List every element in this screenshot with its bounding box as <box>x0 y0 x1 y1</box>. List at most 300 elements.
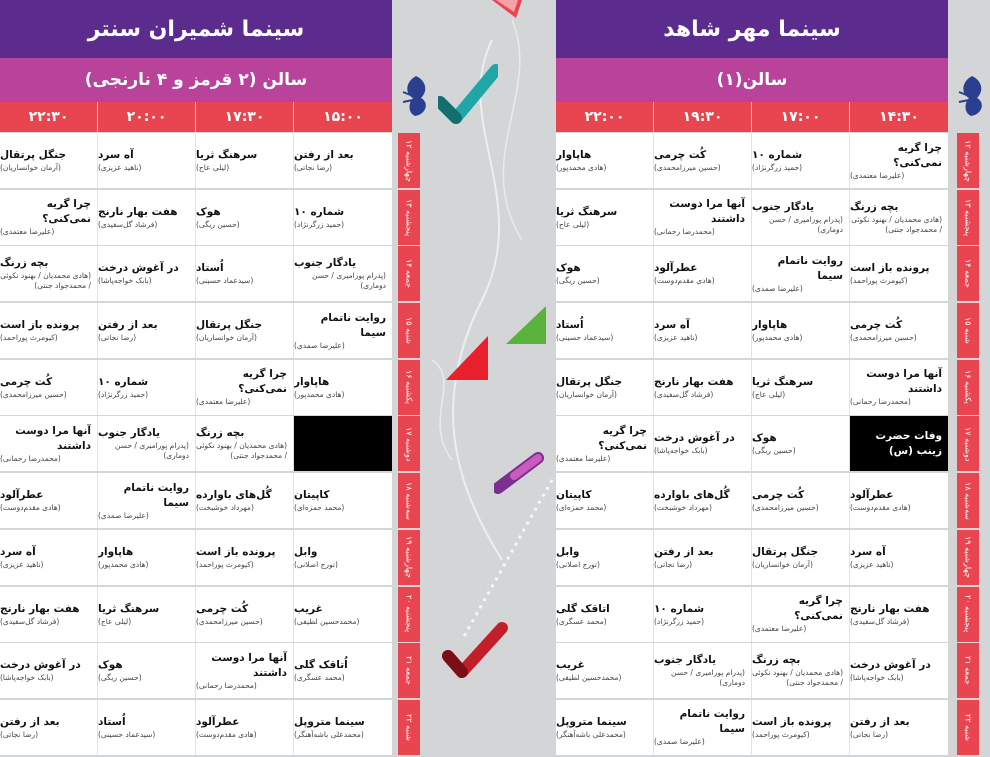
date-cell <box>957 246 979 301</box>
film-title: کُت چرمی <box>850 319 903 332</box>
film-director: (هادی مقدم‌دوست) <box>654 276 715 286</box>
screening-cell <box>98 473 196 528</box>
film-director: (فرشاد گل‌سفیدی) <box>850 616 910 626</box>
screening-cell <box>752 303 850 358</box>
date-cell <box>957 133 979 188</box>
film-director: (محمدعلی باشه‌آهنگر) <box>556 729 626 739</box>
table-row <box>0 530 392 585</box>
film-title: پرونده باز است <box>752 715 832 728</box>
table-row <box>0 303 392 358</box>
film-director: (هادی محمدپور) <box>294 389 345 399</box>
film-title: شماره ۱۰ <box>98 375 149 388</box>
film-director: (کیومرث پوراحمد) <box>0 333 58 343</box>
date-cell <box>398 700 420 755</box>
film-title: در آغوش درخت <box>0 659 81 672</box>
date-label: پنجشنبه ۲۰ <box>404 595 414 633</box>
screening-cell <box>752 360 850 415</box>
screening-cell <box>294 700 392 755</box>
film-director: (علیرضا صمدی) <box>654 737 705 747</box>
screening-cell <box>0 700 98 755</box>
film-title: کُت چرمی <box>196 602 249 615</box>
date-label: یکشنبه ۱۶ <box>404 370 414 405</box>
showtime-header: ۲۲:۳۰ <box>0 102 98 132</box>
screening-cell <box>98 360 196 415</box>
film-title: هفت بهار نارنج <box>850 602 930 615</box>
table-row <box>0 473 392 528</box>
film-director: (کیومرث پوراحمد) <box>752 729 810 739</box>
screening-cell <box>556 190 654 245</box>
screening-cell <box>294 587 392 642</box>
film-director: (بابک خواجه‌پاشا) <box>98 276 152 286</box>
film-director: (محمدحسین لطیفی) <box>294 616 360 626</box>
film-director: (حمید زرگرنژاد) <box>654 616 705 626</box>
screening-cell <box>556 473 654 528</box>
film-title: اُستاد <box>556 319 584 332</box>
film-title: بعد از رفتن <box>98 319 158 332</box>
film-title: جنگل پرتقال <box>196 319 263 332</box>
film-title: عطرآلود <box>654 262 698 275</box>
schedule-grid <box>0 133 392 757</box>
film-director: (هادی محمدیان / بهنود نکوئی / محمدجواد جنتی) <box>0 271 91 291</box>
film-title: سرهنگ ثریا <box>556 205 618 218</box>
red-triangle-shape <box>446 336 488 380</box>
film-title: اُستاد <box>98 715 126 728</box>
film-director: (محمد حمزه‌ای) <box>556 503 607 513</box>
film-director: (هادی محمدیان / بهنود نکوئی / محمدجواد جنتی) <box>851 214 942 234</box>
film-title: سرهنگ ثریا <box>752 375 814 388</box>
screening-cell <box>98 246 196 301</box>
screening-cell <box>98 530 196 585</box>
film-director: (پدرام پورامیری / حسن دوماری) <box>671 668 745 688</box>
screening-cell <box>98 643 196 698</box>
film-director: (بابک خواجه‌پاشا) <box>0 673 54 683</box>
screening-cell <box>294 530 392 585</box>
film-director: (کیومرث پوراحمد) <box>850 276 908 286</box>
purple-ribbon-icon <box>494 452 544 494</box>
film-title: روایت ناتمام سیما <box>679 708 745 736</box>
film-title: شماره ۱۰ <box>752 149 803 161</box>
film-director: (ناهید عزیزی) <box>850 559 894 569</box>
table-row <box>0 416 392 471</box>
screening-cell <box>556 133 654 188</box>
schedule-grid <box>556 133 948 757</box>
film-title: پرونده باز است <box>850 262 930 275</box>
date-label: شنبه ۱۵ <box>404 317 414 345</box>
film-title: کُت چرمی <box>654 149 707 161</box>
film-director: (رضا نجاتی) <box>294 163 333 172</box>
hall-title: سالن (۲ قرمز و ۴ نارنجی) <box>0 58 392 102</box>
film-director: (رضا نجاتی) <box>98 333 137 343</box>
film-title: چرا گریه نمی‌کنی؟ <box>794 595 843 622</box>
film-title: کُت چرمی <box>752 489 805 502</box>
film-title: چرا گریه نمی‌کنی؟ <box>598 424 647 452</box>
film-director: (حمید زرگرنژاد) <box>752 163 803 172</box>
screening-cell <box>654 700 752 755</box>
film-title: پرونده باز است <box>196 545 276 558</box>
screening-cell <box>850 133 948 188</box>
film-director: (حسین ریگی) <box>98 673 142 683</box>
screening-cell <box>196 133 294 188</box>
film-director: (فرشاد گل‌سفیدی) <box>0 616 60 626</box>
screening-cell <box>294 303 392 358</box>
film-title: بعد از رفتن <box>294 149 354 161</box>
film-director: (پدرام پورامیری / حسن دوماری) <box>769 214 843 234</box>
film-director: (تورج اصلانی) <box>294 559 338 569</box>
film-director: (مهرداد خوشبخت) <box>654 503 712 513</box>
film-director: (آرمان خوانساریان) <box>556 389 617 399</box>
screening-cell <box>850 587 948 642</box>
film-director: (محمدرضا رحمانی) <box>196 680 257 690</box>
film-title: در آغوش درخت <box>654 432 735 445</box>
film-director: (حسین میرزامحمدی) <box>196 616 263 626</box>
film-title: شماره ۱۰ <box>654 602 705 615</box>
date-label: جمعه ۱۴ <box>404 259 414 289</box>
film-title: کاپیتان <box>294 489 330 502</box>
film-title: بچه زرنگ <box>0 257 49 270</box>
screening-cell <box>196 246 294 301</box>
screening-cell <box>752 416 850 471</box>
film-director: (حسین میرزامحمدی) <box>654 163 721 172</box>
screening-cell <box>196 530 294 585</box>
film-title: سرهنگ ثریا <box>196 149 258 161</box>
date-cell <box>957 303 979 358</box>
date-cell <box>398 530 420 585</box>
screening-cell <box>752 587 850 642</box>
film-title: اُتاقک گلی <box>294 659 348 672</box>
film-title: وابل <box>556 545 580 558</box>
film-director: (علیرضا معتمدی) <box>196 397 251 407</box>
table-row <box>556 246 948 301</box>
screening-cell <box>0 303 98 358</box>
showtime-header: ۱۹:۳۰ <box>654 102 752 132</box>
date-cell <box>398 246 420 301</box>
film-director: (آرمان خوانساریان) <box>196 333 257 343</box>
film-director: (رضا نجاتی) <box>0 729 39 739</box>
simorgh-logo-icon <box>955 72 989 120</box>
film-director: (علیرضا معتمدی) <box>556 453 611 463</box>
film-director: (هادی محمدپور) <box>556 163 607 172</box>
date-cell <box>957 587 979 642</box>
film-director: (حمید زرگرنژاد) <box>294 219 345 229</box>
screening-cell <box>98 133 196 188</box>
film-director: (آرمان خوانساریان) <box>752 559 813 569</box>
screening-cell <box>850 643 948 698</box>
film-title: جنگل پرتقال <box>0 149 67 161</box>
date-label: شنبه ۲۲ <box>404 713 414 741</box>
screening-cell <box>294 133 392 188</box>
table-row <box>556 133 948 188</box>
film-director: (ناهید عزیزی) <box>98 163 142 172</box>
film-title: اُستاد <box>196 262 224 275</box>
film-director: (بابک خواجه‌پاشا) <box>654 446 708 456</box>
film-director: (سیدعماد حسینی) <box>98 729 156 739</box>
screening-cell <box>556 643 654 698</box>
table-row <box>556 190 948 245</box>
screening-cell <box>752 530 850 585</box>
screening-cell <box>0 473 98 528</box>
date-label: چهارشنبه ۱۲ <box>963 139 973 182</box>
date-cell <box>957 643 979 698</box>
film-director: (لیلی عاج) <box>196 163 230 172</box>
film-title: آنها مرا دوست داشتند <box>866 368 942 396</box>
film-title: چرا گریه نمی‌کنی؟ <box>42 198 91 226</box>
film-title: هاپاوار <box>752 319 788 332</box>
closed-slot-cell <box>850 416 948 471</box>
date-label: یکشنبه ۱۶ <box>963 370 973 405</box>
film-director: (فرشاد گل‌سفیدی) <box>98 219 158 229</box>
date-cell <box>957 530 979 585</box>
film-director: (علیرضا صمدی) <box>98 510 149 520</box>
film-director: (پدرام پورامیری / حسن دوماری) <box>312 271 386 291</box>
film-title: آه سرد <box>0 545 36 558</box>
screening-cell <box>196 190 294 245</box>
film-title: وفات حضرت زینب (س) <box>875 429 942 457</box>
film-director: (هادی مقدم‌دوست) <box>196 729 257 739</box>
screening-cell <box>850 190 948 245</box>
screening-cell <box>196 303 294 358</box>
film-title: چرا گریه نمی‌کنی؟ <box>893 141 942 169</box>
film-title: هفت بهار نارنج <box>98 205 178 218</box>
screening-cell <box>556 587 654 642</box>
film-director: (حسین میرزامحمدی) <box>752 503 819 513</box>
film-title: عطرآلود <box>0 489 44 502</box>
date-label: چهارشنبه ۱۹ <box>963 536 973 579</box>
screening-cell <box>654 360 752 415</box>
date-label: پنجشنبه ۱۳ <box>963 198 973 236</box>
film-director: (لیلی عاج) <box>98 616 132 626</box>
film-title: در آغوش درخت <box>98 262 179 275</box>
film-title: آنها مرا دوست داشتند <box>669 198 745 226</box>
screening-cell <box>196 360 294 415</box>
date-cell <box>957 360 979 415</box>
simorgh-logo-icon <box>399 72 433 120</box>
film-title: هوک <box>196 205 221 218</box>
screening-cell <box>654 530 752 585</box>
film-director: (سیدعماد حسینی) <box>556 333 614 343</box>
film-director: (حسین میرزامحمدی) <box>850 333 917 343</box>
film-title: هاپاوار <box>98 545 134 558</box>
table-row <box>0 190 392 245</box>
film-title: اتاقک گلی <box>556 602 610 615</box>
film-director: (هادی محمدیان / بهنود نکوئی / محمدجواد جنتی) <box>752 668 843 688</box>
screening-cell <box>654 303 752 358</box>
screening-cell <box>850 700 948 755</box>
table-row <box>556 416 948 471</box>
screening-cell <box>196 587 294 642</box>
showtime-header: ۲۰:۰۰ <box>98 102 196 132</box>
screening-cell <box>0 416 98 471</box>
date-label: شنبه ۱۵ <box>963 317 973 345</box>
screening-cell <box>850 246 948 301</box>
film-title: جنگل پرتقال <box>556 375 623 388</box>
film-director: (کیومرث پوراحمد) <box>196 559 254 569</box>
screening-cell <box>0 246 98 301</box>
film-title: آه سرد <box>98 149 134 161</box>
table-row <box>0 133 392 188</box>
screening-cell <box>556 360 654 415</box>
screening-cell <box>654 473 752 528</box>
film-title: یادگار جنوب <box>654 654 717 667</box>
date-cell <box>398 416 420 471</box>
screening-cell <box>98 700 196 755</box>
film-director: (محمد عسگری) <box>556 616 607 626</box>
cinema-title: سینما شمیران سنتر <box>0 0 392 58</box>
film-title: آنها مرا دوست داشتند <box>211 651 287 679</box>
film-director: (حسین میرزامحمدی) <box>0 389 67 399</box>
screening-cell <box>654 416 752 471</box>
film-director: (رضا نجاتی) <box>654 559 693 569</box>
screening-cell <box>654 246 752 301</box>
film-director: (ناهید عزیزی) <box>0 559 44 569</box>
film-director: (مهرداد خوشبخت) <box>196 503 254 513</box>
film-director: (حمید زرگرنژاد) <box>98 389 149 399</box>
film-title: غریب <box>556 659 585 672</box>
screening-cell <box>850 473 948 528</box>
screening-cell <box>654 587 752 642</box>
screening-cell <box>556 530 654 585</box>
film-title: گُل‌های باوارده <box>196 489 272 502</box>
date-label: سه‌شنبه ۱۸ <box>404 481 414 520</box>
film-title: سینما متروپل <box>556 715 627 728</box>
date-cell <box>398 643 420 698</box>
film-director: (بابک خواجه‌پاشا) <box>850 673 904 683</box>
date-cell <box>957 473 979 528</box>
screening-cell <box>654 643 752 698</box>
date-column-left <box>398 133 420 757</box>
film-director: (هادی محمدیان / بهنود نکوئی / محمدجواد جنتی) <box>196 441 287 461</box>
film-director: (حسین ریگی) <box>752 446 796 456</box>
film-title: بعد از رفتن <box>0 715 60 728</box>
screening-cell <box>98 416 196 471</box>
screening-cell <box>98 587 196 642</box>
date-cell <box>398 473 420 528</box>
film-title: هوک <box>98 659 123 672</box>
screening-cell <box>0 643 98 698</box>
film-director: (علیرضا معتمدی) <box>0 227 55 237</box>
film-title: بچه زرنگ <box>196 427 245 440</box>
schedule-panel-shemiran-center <box>0 0 392 757</box>
screening-cell <box>294 360 392 415</box>
film-director: (پدرام پورامیری / حسن دوماری) <box>115 441 189 461</box>
screening-cell <box>294 190 392 245</box>
date-label: جمعه ۲۱ <box>963 656 973 686</box>
film-title: وابل <box>294 545 318 558</box>
date-label: چهارشنبه ۱۲ <box>404 139 414 182</box>
showtime-header-row <box>556 102 948 132</box>
screening-cell <box>850 303 948 358</box>
checkmark-ribbon-icon <box>438 60 498 124</box>
film-title: هوک <box>752 432 777 445</box>
screening-cell <box>294 473 392 528</box>
film-title: عطرآلود <box>196 715 240 728</box>
date-label: پنجشنبه ۱۳ <box>404 198 414 236</box>
film-director: (حسین ریگی) <box>556 276 600 286</box>
screening-cell <box>752 133 850 188</box>
table-row <box>556 303 948 358</box>
cinema-title: سینما مهر شاهد <box>556 0 948 58</box>
film-director: (هادی مقدم‌دوست) <box>850 503 911 513</box>
showtime-header-row <box>0 102 392 132</box>
film-title: هفت بهار نارنج <box>654 375 734 388</box>
film-director: (علیرضا معتمدی) <box>850 170 905 180</box>
film-director: (آرمان خوانساریان) <box>0 163 61 172</box>
film-director: (هادی محمدپور) <box>752 333 803 343</box>
film-director: (محمدعلی باشه‌آهنگر) <box>294 729 364 739</box>
film-director: (لیلی عاج) <box>752 389 786 399</box>
screening-cell <box>0 133 98 188</box>
red-checkmark-ribbon-icon <box>440 620 510 686</box>
film-title: بعد از رفتن <box>654 545 714 558</box>
date-label: پنجشنبه ۲۰ <box>963 595 973 633</box>
film-title: یادگار جنوب <box>294 257 357 270</box>
screening-cell <box>556 700 654 755</box>
screening-cell <box>196 700 294 755</box>
film-title: آنها مرا دوست داشتند <box>15 424 91 452</box>
date-label: دوشنبه ۱۷ <box>404 426 414 462</box>
date-cell <box>398 360 420 415</box>
film-roll-icon-top <box>492 0 522 22</box>
film-director: (تورج اصلانی) <box>556 559 600 569</box>
date-cell <box>398 133 420 188</box>
film-title: شماره ۱۰ <box>294 205 345 218</box>
film-title: روایت ناتمام سیما <box>123 481 189 509</box>
film-director: (محمدرضا رحمانی) <box>654 227 715 237</box>
film-title: غریب <box>294 602 323 615</box>
film-title: یادگار جنوب <box>98 427 161 440</box>
film-director: (علیرضا معتمدی) <box>752 624 807 633</box>
film-title: هوک <box>556 262 581 275</box>
screening-cell <box>556 416 654 471</box>
date-label: جمعه ۱۴ <box>963 259 973 289</box>
film-title: سینما متروپل <box>294 715 365 728</box>
showtime-header: ۱۷:۰۰ <box>752 102 850 132</box>
film-director: (هادی مقدم‌دوست) <box>0 503 61 513</box>
table-row <box>0 360 392 415</box>
film-director: (محمدحسین لطیفی) <box>556 673 622 683</box>
film-director: (هادی محمدپور) <box>98 559 149 569</box>
table-row <box>556 530 948 585</box>
screening-cell <box>556 246 654 301</box>
film-title: پرونده باز است <box>0 319 80 332</box>
date-label: چهارشنبه ۱۹ <box>404 536 414 579</box>
screening-cell <box>850 530 948 585</box>
screening-cell <box>0 360 98 415</box>
screening-cell <box>0 587 98 642</box>
date-cell <box>398 303 420 358</box>
film-title: سرهنگ ثریا <box>98 602 160 615</box>
film-director: (محمد عسگری) <box>294 673 345 683</box>
date-label: سه‌شنبه ۱۸ <box>963 481 973 520</box>
film-title: کُت چرمی <box>0 375 53 388</box>
screening-cell <box>752 190 850 245</box>
showtime-header: ۱۷:۳۰ <box>196 102 294 132</box>
showtime-header: ۱۵:۰۰ <box>294 102 392 132</box>
screening-cell <box>752 700 850 755</box>
screening-cell <box>98 190 196 245</box>
date-column-right <box>957 133 979 757</box>
table-row <box>556 587 948 642</box>
film-director: (رضا نجاتی) <box>850 729 889 739</box>
film-director: (لیلی عاج) <box>556 219 590 229</box>
film-title: کاپیتان <box>556 489 592 502</box>
date-label: جمعه ۲۱ <box>404 656 414 686</box>
date-cell <box>957 416 979 471</box>
screening-cell <box>0 530 98 585</box>
table-row <box>556 360 948 415</box>
film-title: یادگار جنوب <box>752 200 815 213</box>
film-director: (حسین ریگی) <box>196 219 240 229</box>
screening-cell <box>294 643 392 698</box>
